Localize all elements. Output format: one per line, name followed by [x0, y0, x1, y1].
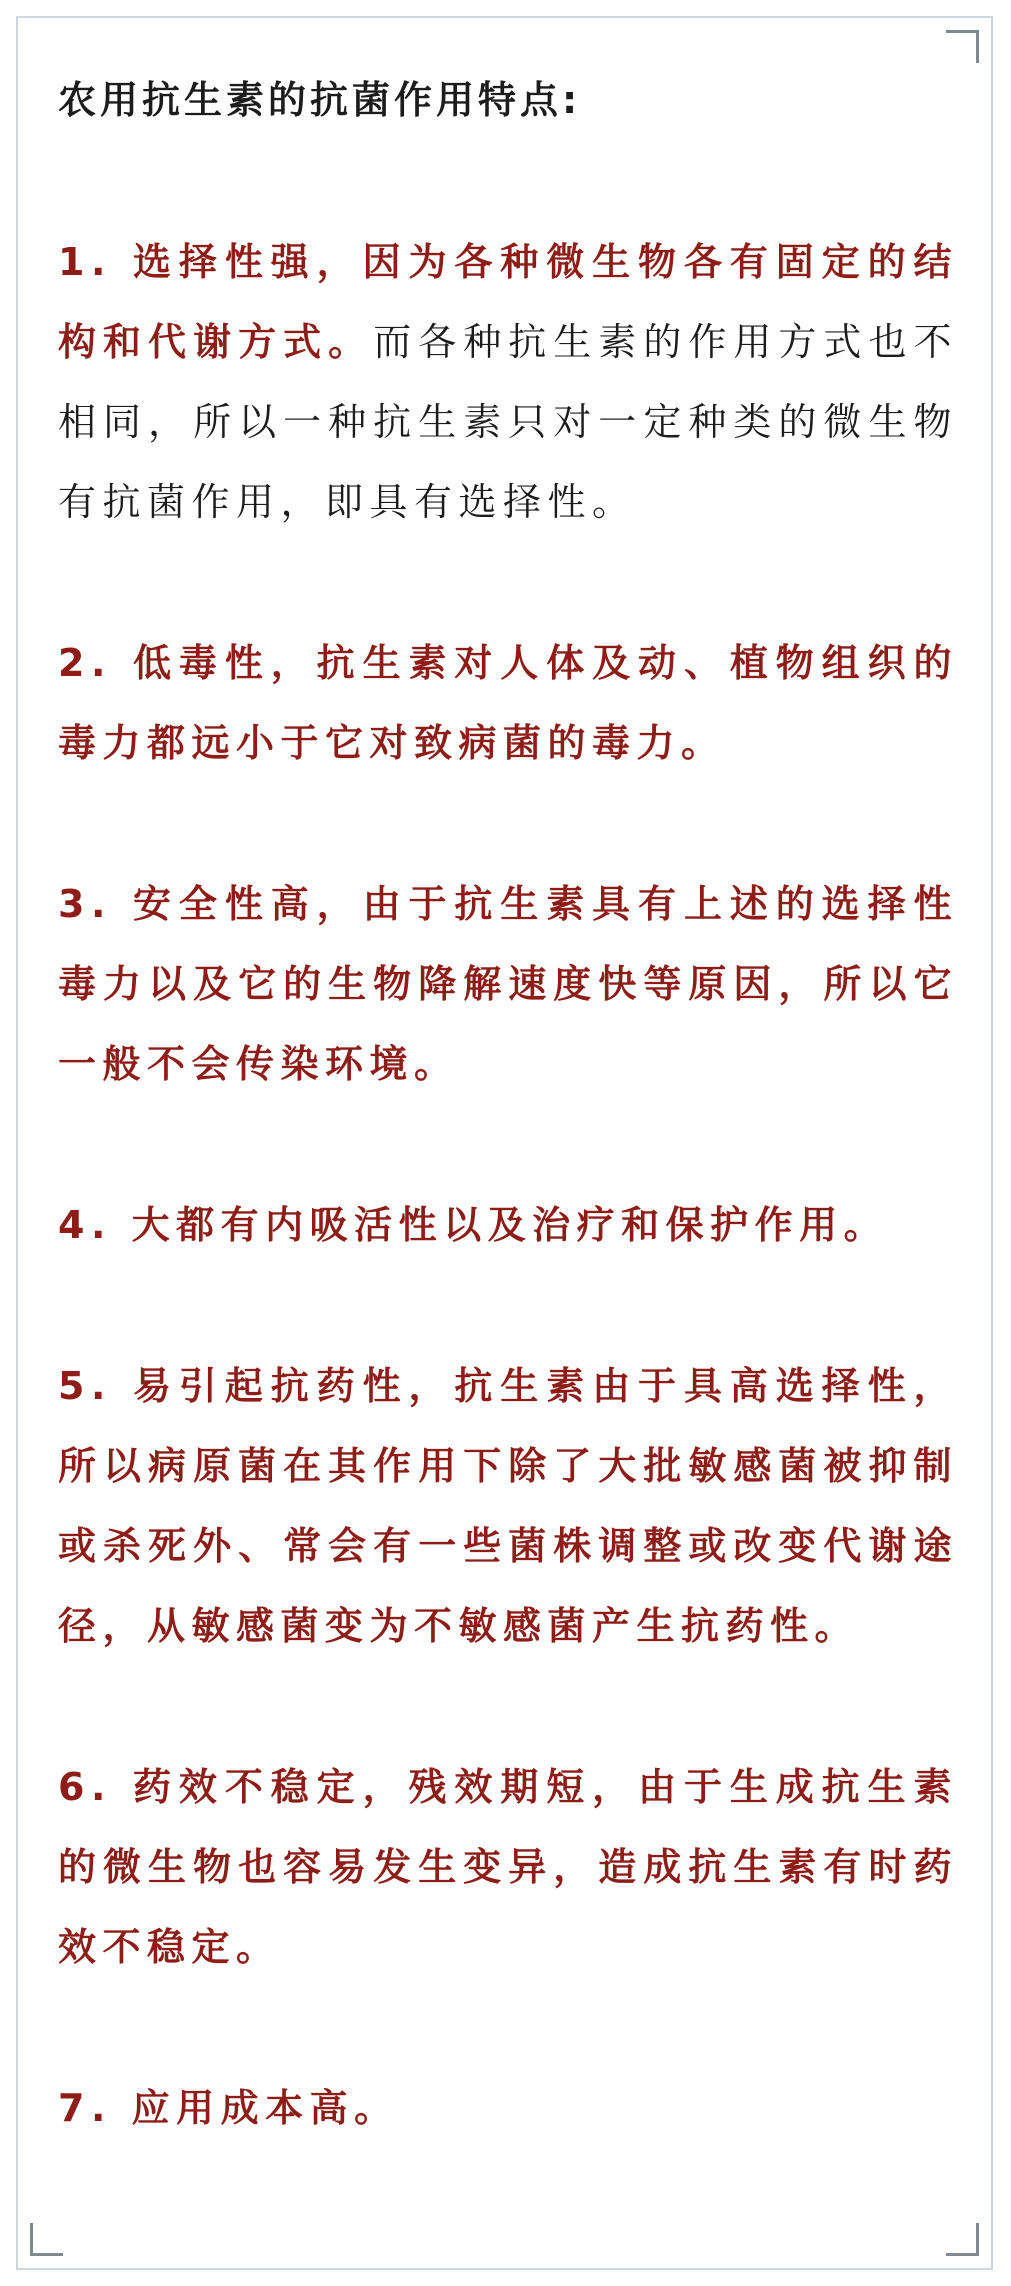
document-title: 农用抗生素的抗菌作用特点: [58, 78, 582, 122]
item-1-emphasis: 1. 选择性强，因为各种微生物各有固定的结构和代谢方式。 [58, 240, 958, 364]
list-item-2 [58, 623, 958, 783]
item-3-emphasis: 3. 安全性高，由于抗生素具有上述的选择性毒力以及它的生物降解速度快等原因，所以它一般不会传染环境。 [58, 882, 958, 1086]
list-item-3 [58, 864, 958, 1104]
corner-mark-bottom-left [30, 2223, 63, 2256]
item-1-text: 而各种抗生素的作用方式也不相同，所以一种抗生素只对一定种类的微生物有抗菌作用，即具有选择性。 [58, 320, 958, 524]
item-7-emphasis: 7. 应用成本高。 [58, 2086, 399, 2130]
item-6-emphasis: 6. 药效不稳定，残效期短，由于生成抗生素的微生物也容易发生变异，造成抗生素有时药效不稳定。 [58, 1765, 958, 1969]
list-item-1 [58, 222, 958, 542]
list-item-7 [58, 2068, 958, 2148]
document-content [58, 60, 958, 2148]
item-4-emphasis: 4. 大都有内吸活性以及治疗和保护作用。 [58, 1203, 889, 1247]
list-item-6 [58, 1747, 958, 1987]
item-2-emphasis: 2. 低毒性，抗生素对人体及动、植物组织的毒力都远小于它对致病菌的毒力。 [58, 641, 958, 765]
corner-mark-top-right [946, 30, 979, 63]
corner-mark-bottom-right [946, 2223, 979, 2256]
list-item-5 [58, 1346, 958, 1666]
list-item-4 [58, 1185, 958, 1265]
item-5-emphasis: 5. 易引起抗药性，抗生素由于具高选择性，所以病原菌在其作用下除了大批敏感菌被抑制或杀死外、常会有一些菌株调整或改变代谢途径，从敏感菌变为不敏感菌产生抗药性。 [58, 1364, 958, 1648]
